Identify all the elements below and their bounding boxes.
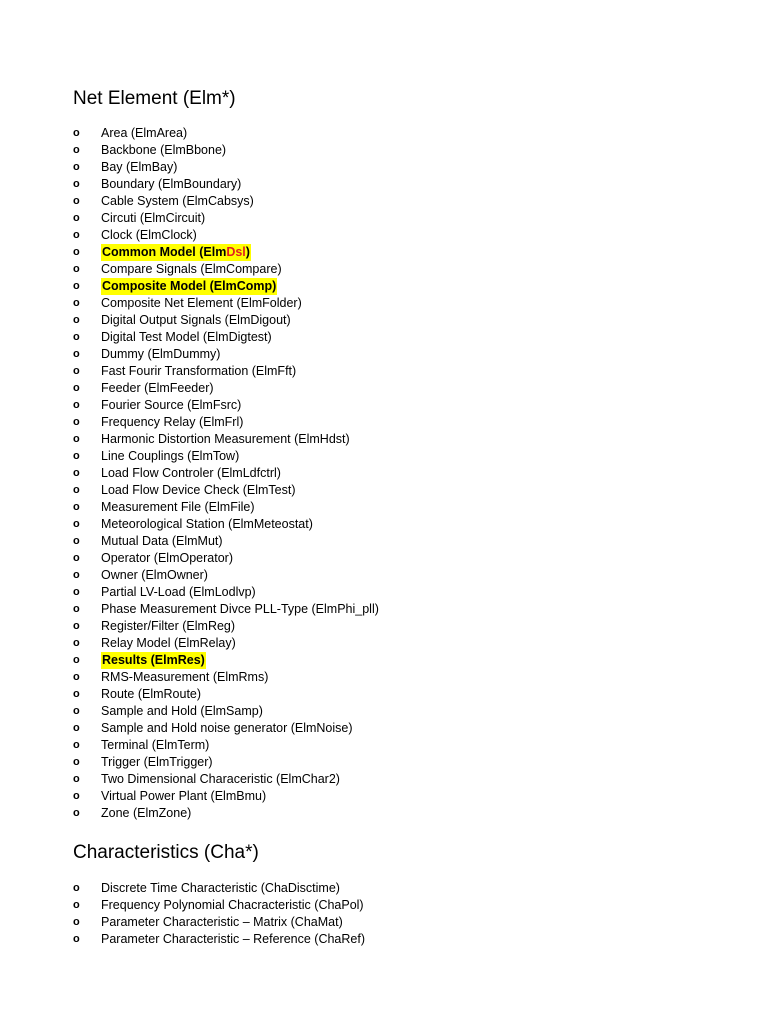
list-item-text: Virtual Power Plant (ElmBmu) [101, 789, 267, 803]
bullet-marker: o [73, 178, 80, 190]
bullet-marker: o [73, 484, 80, 496]
bullet-marker: o [73, 263, 80, 275]
list-item [73, 346, 379, 363]
list-item-label [101, 567, 208, 584]
list-item [73, 618, 379, 635]
list-item [73, 363, 379, 380]
list-item-label [101, 431, 350, 448]
list-item [73, 397, 379, 414]
list-item-text: Measurement File (ElmFile) [101, 500, 255, 514]
list-item-text: Sample and Hold noise generator (ElmNoise) [101, 721, 353, 735]
list-item-text: Clock (ElmClock) [101, 228, 197, 242]
list-item-label [101, 278, 277, 295]
list-item-label [101, 499, 255, 516]
bullet-marker: o [73, 722, 80, 734]
section-heading-net-element: Net Element (Elm*) [73, 88, 236, 109]
bullet-marker: o [73, 280, 80, 292]
list-item [73, 448, 379, 465]
bullet-marker: o [73, 161, 80, 173]
list-item [73, 897, 365, 914]
bullet-marker: o [73, 433, 80, 445]
bullet-marker: o [73, 399, 80, 411]
list-item-label [101, 737, 209, 754]
list-item [73, 737, 379, 754]
list-item-text: Cable System (ElmCabsys) [101, 194, 254, 208]
section-heading-characteristics: Characteristics (Cha*) [73, 842, 259, 863]
bullet-marker: o [73, 569, 80, 581]
list-item-text: Owner (ElmOwner) [101, 568, 208, 582]
bullet-marker: o [73, 637, 80, 649]
list-item [73, 125, 379, 142]
list-item-label [101, 363, 296, 380]
bullet-marker: o [73, 790, 80, 802]
list-item-text: Dummy (ElmDummy) [101, 347, 221, 361]
bullet-marker: o [73, 127, 80, 139]
list-item [73, 159, 379, 176]
list-item-text: Composite Net Element (ElmFolder) [101, 296, 302, 310]
list-item [73, 193, 379, 210]
list-item-text: Load Flow Device Check (ElmTest) [101, 483, 296, 497]
list-item [73, 601, 379, 618]
list-item-text: Circuti (ElmCircuit) [101, 211, 206, 225]
bullet-marker: o [73, 365, 80, 377]
list-item [73, 244, 379, 261]
bullet-marker: o [73, 756, 80, 768]
bullet-marker: o [73, 552, 80, 564]
bullet-marker: o [73, 705, 80, 717]
bullet-marker: o [73, 688, 80, 700]
list-item [73, 499, 379, 516]
bullet-marker: o [73, 314, 80, 326]
list-item-label [101, 414, 243, 431]
bullet-marker: o [73, 518, 80, 530]
list-item-label [101, 550, 233, 567]
bullet-marker: o [73, 450, 80, 462]
list-item [73, 414, 379, 431]
list-item-label [101, 618, 235, 635]
list-item-label [101, 295, 302, 312]
bullet-marker: o [73, 501, 80, 513]
list-item [73, 771, 379, 788]
list-item-text: Boundary (ElmBoundary) [101, 177, 242, 191]
list-item-suffix: ) [245, 245, 250, 259]
list-item [73, 176, 379, 193]
list-item-label [101, 584, 256, 601]
list-item-text: Area (ElmArea) [101, 126, 188, 140]
list-item [73, 261, 379, 278]
characteristics-list [73, 880, 365, 948]
list-item [73, 210, 379, 227]
list-item-text: Sample and Hold (ElmSamp) [101, 704, 263, 718]
bullet-marker: o [73, 382, 80, 394]
list-item-label [101, 176, 241, 193]
list-item-text: Zone (ElmZone) [101, 806, 192, 820]
list-item-text: Digital Output Signals (ElmDigout) [101, 313, 291, 327]
bullet-marker: o [73, 916, 80, 928]
bullet-marker: o [73, 212, 80, 224]
list-item [73, 914, 365, 931]
list-item-text: Parameter Characteristic – Reference (ChaRef) [101, 932, 365, 946]
bullet-marker: o [73, 773, 80, 785]
bullet-marker: o [73, 535, 80, 547]
list-item [73, 550, 379, 567]
bullet-marker: o [73, 933, 80, 945]
list-item-text: Harmonic Distortion Measurement (ElmHdst) [101, 432, 350, 446]
list-item-label [101, 914, 343, 931]
list-item-label [101, 771, 340, 788]
list-item-label [101, 516, 313, 533]
list-item-text: Parameter Characteristic – Matrix (ChaMat) [101, 915, 343, 929]
list-item [73, 533, 379, 550]
list-item-text: Bay (ElmBay) [101, 160, 178, 174]
list-item [73, 652, 379, 669]
bullet-marker: o [73, 807, 80, 819]
list-item [73, 635, 379, 652]
list-item-text: Two Dimensional Characeristic (ElmChar2) [101, 772, 340, 786]
list-item [73, 380, 379, 397]
list-item-label [101, 380, 214, 397]
list-item-text: Composite Model (ElmComp) [102, 279, 277, 293]
list-item [73, 720, 379, 737]
bullet-marker: o [73, 246, 80, 258]
list-item-label [101, 686, 201, 703]
list-item [73, 567, 379, 584]
list-item-text: Results (ElmRes) [102, 653, 205, 667]
list-item-label [101, 193, 254, 210]
list-item [73, 431, 379, 448]
list-item [73, 465, 379, 482]
list-item-label [101, 159, 177, 176]
list-item-label [101, 720, 353, 737]
list-item [73, 703, 379, 720]
list-item-text: Phase Measurement Divce PLL-Type (ElmPhi_pll) [101, 602, 379, 616]
bullet-marker: o [73, 467, 80, 479]
list-item-label [101, 125, 187, 142]
list-item-red-text: Dsl [226, 245, 246, 259]
list-item [73, 754, 379, 771]
net-element-list [73, 125, 379, 822]
list-item-label [101, 227, 197, 244]
list-item-text: Backbone (ElmBbone) [101, 143, 227, 157]
list-item-text: Relay Model (ElmRelay) [101, 636, 236, 650]
bullet-marker: o [73, 586, 80, 598]
list-item [73, 584, 379, 601]
list-item-text: Fourier Source (ElmFsrc) [101, 398, 242, 412]
list-item [73, 329, 379, 346]
list-item-label [101, 754, 213, 771]
list-item-label [101, 703, 263, 720]
list-item-text: Digital Test Model (ElmDigtest) [101, 330, 272, 344]
list-item-label [101, 329, 272, 346]
list-item-label [101, 465, 281, 482]
list-item [73, 312, 379, 329]
bullet-marker: o [73, 229, 80, 241]
list-item-label [101, 788, 266, 805]
bullet-marker: o [73, 620, 80, 632]
list-item-label [101, 142, 226, 159]
list-item [73, 805, 379, 822]
bullet-marker: o [73, 899, 80, 911]
list-item [73, 278, 379, 295]
list-item-text: RMS-Measurement (ElmRms) [101, 670, 269, 684]
list-item-text: Frequency Relay (ElmFrl) [101, 415, 244, 429]
list-item [73, 931, 365, 948]
list-item-label [101, 601, 379, 618]
list-item [73, 295, 379, 312]
bullet-marker: o [73, 739, 80, 751]
list-item-label [101, 210, 205, 227]
list-item-text: Load Flow Controler (ElmLdfctrl) [101, 466, 281, 480]
bullet-marker: o [73, 671, 80, 683]
list-item-label [101, 261, 282, 278]
list-item-text: Line Couplings (ElmTow) [101, 449, 240, 463]
list-item-text: Compare Signals (ElmCompare) [101, 262, 282, 276]
list-item-label [101, 482, 296, 499]
list-item-text: Partial LV-Load (ElmLodlvp) [101, 585, 256, 599]
bullet-marker: o [73, 654, 80, 666]
list-item-text: Fast Fourir Transformation (ElmFft) [101, 364, 297, 378]
list-item-label [101, 897, 364, 914]
list-item-label [101, 669, 268, 686]
bullet-marker: o [73, 348, 80, 360]
list-item-text: Register/Filter (ElmReg) [101, 619, 236, 633]
list-item [73, 142, 379, 159]
list-item-text: Terminal (ElmTerm) [101, 738, 210, 752]
list-item-text: Mutual Data (ElmMut) [101, 534, 223, 548]
list-item [73, 227, 379, 244]
list-item-label [101, 533, 223, 550]
list-item [73, 880, 365, 897]
bullet-marker: o [73, 603, 80, 615]
list-item [73, 516, 379, 533]
list-item-label [101, 931, 365, 948]
list-item-text: Discrete Time Characteristic (ChaDisctime) [101, 881, 340, 895]
list-item-label [101, 448, 239, 465]
list-item [73, 686, 379, 703]
list-item-text: Route (ElmRoute) [101, 687, 202, 701]
list-item-label [101, 652, 206, 669]
list-item-label [101, 397, 241, 414]
list-item-text: Trigger (ElmTrigger) [101, 755, 213, 769]
list-item-label [101, 880, 340, 897]
list-item-label [101, 805, 191, 822]
list-item-text: Meteorological Station (ElmMeteostat) [101, 517, 313, 531]
list-item [73, 669, 379, 686]
list-item-label [101, 346, 220, 363]
list-item-text: Common Model (Elm [102, 245, 227, 259]
list-item-label [101, 635, 236, 652]
list-item-text: Feeder (ElmFeeder) [101, 381, 214, 395]
bullet-marker: o [73, 416, 80, 428]
list-item-text: Frequency Polynomial Chacracteristic (ChaPol) [101, 898, 364, 912]
bullet-marker: o [73, 331, 80, 343]
list-item-label [101, 312, 291, 329]
list-item-text: Operator (ElmOperator) [101, 551, 233, 565]
bullet-marker: o [73, 882, 80, 894]
bullet-marker: o [73, 195, 80, 207]
list-item [73, 788, 379, 805]
bullet-marker: o [73, 297, 80, 309]
bullet-marker: o [73, 144, 80, 156]
list-item [73, 482, 379, 499]
list-item-label [101, 244, 251, 261]
